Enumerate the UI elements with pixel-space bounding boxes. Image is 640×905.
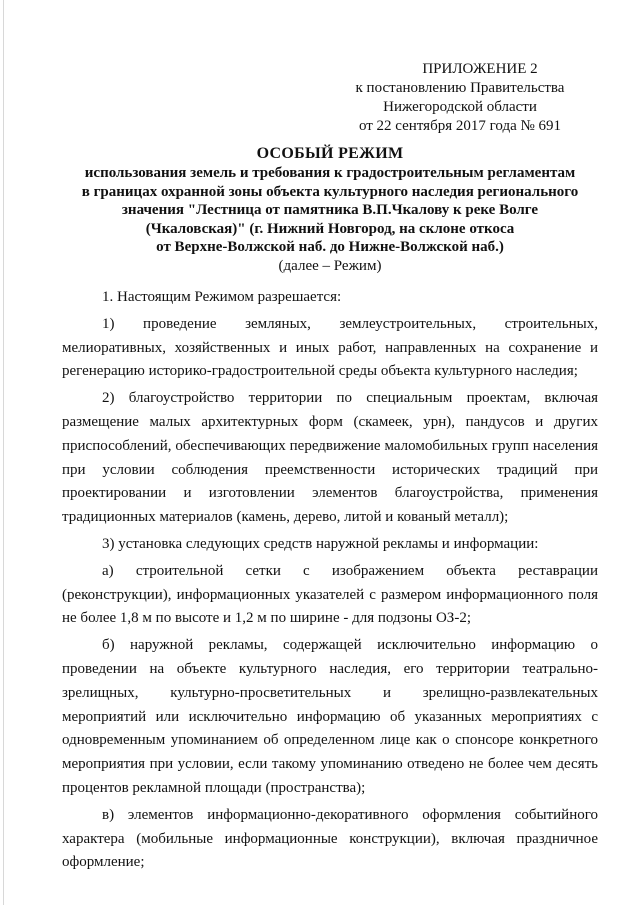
paragraph-subitem-a: а) строительной сетки с изображением объекта реставрации (реконструкции), информационных указателей с размером информационного поля не более 1,8 м по высоте и 1,2 м по ширине - для подзоны ОЗ-2;	[62, 562, 598, 627]
paragraph-subitem-b: б) наружной рекламы, содержащей исключительно информацию о проведении на объекте культурного наследия, его территории театрально-зрелищных, культурно-просветительных и зрелищно-развлекательных мероприятий или исключительно информацию об указанных мероприятиях с одновременным упоминанием об определенном лице как о спонсоре конкретного мероприятия при условии, если такому упоминанию отведено не более чем десять процентов рекламной площади (пространства);	[62, 637, 598, 796]
appendix-line-2: Нижегородской области	[383, 99, 537, 115]
paragraph-item-3: 3) установка следующих средств наружной рекламы и информации:	[102, 535, 539, 552]
heading-subtitle-line-5: от Верхне-Волжской наб. до Нижне-Волжской наб.)	[156, 239, 504, 255]
paragraph-1: 1. Настоящим Режимом разрешается:	[102, 289, 342, 305]
appendix-block	[300, 60, 620, 136]
heading-note: (далее – Режим)	[278, 257, 382, 274]
appendix-line-1: к постановлению Правительства	[355, 80, 565, 96]
paragraph-item-1: 1) проведение земляных, землеустроительных, строительных, мелиоративных, хозяйственных и иных работ, направленных на сохранение и регенерацию историко-градостроительной среды объекта культурного наследия;	[62, 315, 598, 380]
document-title: ОСОБЫЙ РЕЖИМ	[256, 145, 404, 162]
heading-subtitle-line-4: (Чкаловская)" (г. Нижний Новгород, на склоне откоса	[145, 220, 515, 237]
heading-subtitle-line-2: в границах охранной зоны объекта культурного наследия регионального	[81, 183, 579, 200]
heading-subtitle-line-3: значения "Лестница от памятника В.П.Чкалову к реке Волге	[121, 202, 539, 218]
page-edge-line	[3, 0, 4, 905]
heading-subtitle-line-1: использования земель и требования к градостроительным регламентам	[84, 165, 576, 181]
appendix-title: ПРИЛОЖЕНИЕ 2	[422, 61, 538, 77]
document-heading	[70, 144, 590, 276]
document-body	[62, 286, 598, 875]
appendix-line-3: от 22 сентября 2017 года № 691	[358, 118, 562, 134]
paragraph-item-2: 2) благоустройство территории по специальным проектам, включая размещение малых архитектурных форм (скамеек, урн), пандусов и других приспособлений, обеспечивающих передвижение маломобильных групп населения при условии соблюдения преемственности исторических традиций при проектировании и изготовлении элементов благоустройства, применения традиционных материалов (камень, дерево, литой и кованый металл);	[62, 390, 598, 526]
paragraph-subitem-c: в) элементов информационно-декоративного оформления событийного характера (мобильные информационные конструкции), включая праздничное оформление;	[62, 806, 598, 871]
